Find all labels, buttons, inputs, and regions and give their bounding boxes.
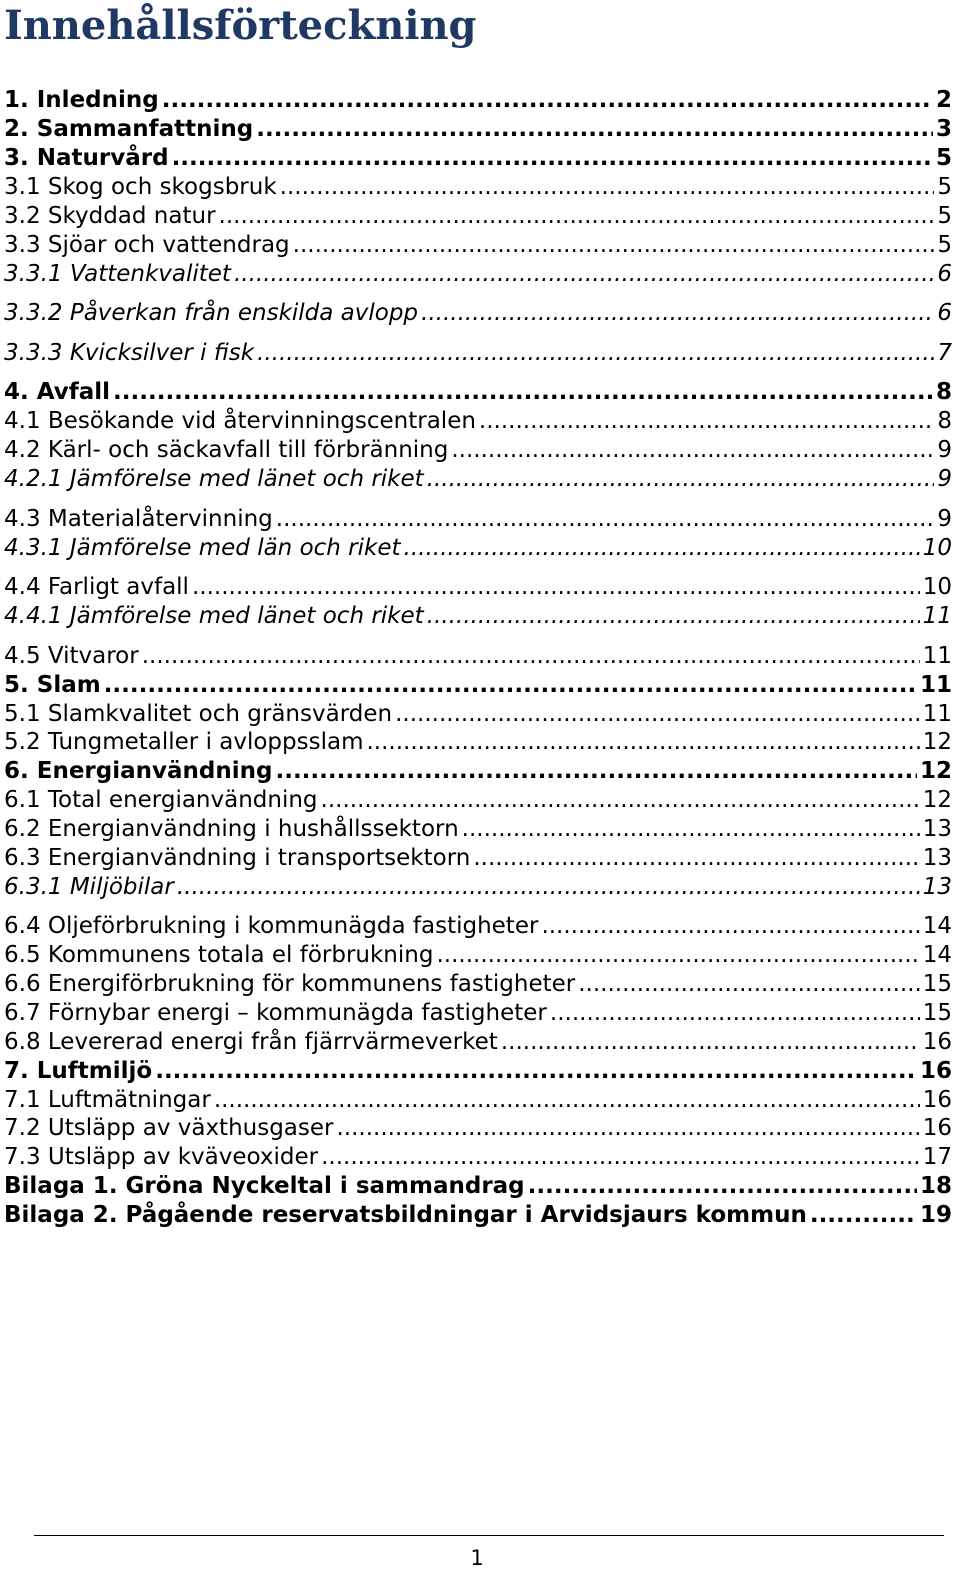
toc-entry-page: 5 [937, 203, 952, 229]
toc-entry-label: 3. Naturvård [4, 145, 169, 171]
toc-entry[interactable] [4, 260, 952, 288]
toc-entry-label: 7.2 Utsläpp av växthusgaser [4, 1115, 334, 1141]
toc-entry-page: 5 [937, 232, 952, 258]
toc-entry[interactable] [4, 671, 952, 699]
toc-entry-label: 7.3 Utsläpp av kväveoxider [4, 1144, 319, 1170]
toc-entry-label: 6.3 Energianvändning i transportsektorn [4, 845, 471, 871]
toc-entry-label: 4.3 Materialåtervinning [4, 506, 273, 532]
toc-entry[interactable] [4, 1028, 952, 1056]
toc-entry-label: 5. Slam [4, 672, 101, 698]
toc-entry[interactable] [4, 1172, 952, 1200]
toc-entry[interactable] [4, 1143, 952, 1171]
toc-entry-page: 9 [937, 437, 952, 463]
toc-leader-dots [275, 757, 917, 785]
toc-entry-label: 6.1 Total energianvändning [4, 787, 318, 813]
toc-entry-label: 3.2 Skyddad natur [4, 203, 216, 229]
toc-entry[interactable] [4, 728, 952, 756]
toc-entry[interactable] [4, 573, 952, 601]
toc-entry[interactable] [4, 1057, 952, 1085]
toc-entry-label: 4. Avfall [4, 379, 111, 405]
toc-entry[interactable] [4, 534, 952, 562]
toc-entry[interactable] [4, 299, 952, 327]
toc-entry-page: 6 [937, 300, 952, 326]
toc-entry-label: 1. Inledning [4, 87, 159, 113]
toc-leader-dots [177, 873, 920, 901]
toc-entry-page: 10 [922, 574, 952, 600]
toc-leader-dots [810, 1201, 917, 1229]
toc-leader-dots [321, 786, 920, 814]
toc-leader-dots [501, 1028, 920, 1056]
toc-entry[interactable] [4, 941, 952, 969]
toc-entry-page: 5 [937, 174, 952, 200]
toc-leader-dots [214, 1086, 920, 1114]
toc-leader-dots [421, 299, 934, 327]
toc-leader-dots [293, 231, 935, 259]
toc-entry[interactable] [4, 642, 952, 670]
toc-entry-page: 12 [922, 787, 952, 813]
toc-entry-page: 6 [937, 261, 952, 287]
toc-leader-dots [427, 602, 920, 630]
toc-entry-label: 4.2.1 Jämförelse med länet och riket [4, 466, 424, 492]
toc-leader-dots [473, 844, 919, 872]
toc-entry-label: 6.5 Kommunens totala el förbrukning [4, 942, 434, 968]
toc-entry[interactable] [4, 912, 952, 940]
toc-entry-label: 3.3 Sjöar och vattendrag [4, 232, 290, 258]
toc-entry[interactable] [4, 786, 952, 814]
toc-entry[interactable] [4, 202, 952, 230]
toc-entry-page: 13 [922, 874, 952, 900]
toc-entry[interactable] [4, 1201, 952, 1229]
toc-entry-label: 4.3.1 Jämförelse med län och riket [4, 535, 401, 561]
toc-leader-dots [528, 1172, 917, 1200]
toc-leader-dots [155, 1057, 917, 1085]
toc-entry-label: Bilaga 1. Gröna Nyckeltal i sammandrag [4, 1173, 525, 1199]
toc-entry-page: 16 [919, 1058, 952, 1084]
toc-entry-page: 13 [922, 845, 952, 871]
toc-entry[interactable] [4, 436, 952, 464]
toc-entry[interactable] [4, 407, 952, 435]
page-number: 1 [470, 1546, 484, 1570]
toc-leader-dots [104, 671, 917, 699]
toc-leader-dots [427, 465, 935, 493]
toc-leader-dots [219, 202, 935, 230]
toc-entry[interactable] [4, 844, 952, 872]
toc-entry-page: 11 [922, 603, 952, 629]
toc-leader-dots [257, 339, 934, 367]
toc-leader-dots [192, 573, 920, 601]
toc-leader-dots [234, 260, 934, 288]
toc-entry[interactable] [4, 999, 952, 1027]
toc-leader-dots [479, 407, 934, 435]
toc-entry-page: 10 [922, 535, 952, 561]
toc-entry-page: 16 [922, 1115, 952, 1141]
toc-entry-page: 2 [935, 87, 952, 113]
toc-entry-label: 6.3.1 Miljöbilar [4, 874, 174, 900]
toc-entry-label: 4.1 Besökande vid återvinningscentralen [4, 408, 476, 434]
toc-entry-label: 6.8 Levererad energi från fjärrvärmeverket [4, 1029, 498, 1055]
toc-leader-dots [578, 970, 919, 998]
toc-entry-page: 11 [919, 672, 952, 698]
toc-entry-label: 6. Energianvändning [4, 758, 273, 784]
toc-entry[interactable] [4, 144, 952, 172]
toc-entry-label: 6.7 Förnybar energi – kommunägda fastigheter [4, 1000, 547, 1026]
toc-entry[interactable] [4, 378, 952, 406]
footer-divider [34, 1535, 944, 1536]
toc-entry[interactable] [4, 1086, 952, 1114]
toc-entry[interactable] [4, 815, 952, 843]
toc-entry-label: 6.4 Oljeförbrukning i kommunägda fastigheter [4, 913, 539, 939]
toc-entry-label: 3.3.2 Påverkan från enskilda avlopp [4, 300, 419, 326]
page-title: Innehållsförteckning [4, 2, 477, 49]
toc-entry[interactable] [4, 86, 952, 114]
toc-entry[interactable] [4, 1114, 952, 1142]
toc-entry[interactable] [4, 602, 952, 630]
toc-leader-dots [367, 728, 920, 756]
toc-entry-label: 4.2 Kärl- och säckavfall till förbränning [4, 437, 449, 463]
toc-entry-label: 2. Sammanfattning [4, 116, 254, 142]
toc-entry[interactable] [4, 173, 952, 201]
toc-entry-label: 4.4 Farligt avfall [4, 574, 189, 600]
toc-entry-page: 8 [937, 408, 952, 434]
toc-entry-label: 4.5 Vitvaror [4, 643, 139, 669]
toc-entry[interactable] [4, 700, 952, 728]
toc-entry-page: 11 [922, 701, 952, 727]
toc-entry-label: 6.2 Energianvändning i hushållssektorn [4, 816, 459, 842]
toc-entry-page: 16 [922, 1029, 952, 1055]
toc-entry-page: 5 [935, 145, 952, 171]
toc-entry-page: 13 [922, 816, 952, 842]
toc-entry-label: Bilaga 2. Pågående reservatsbildningar i Arvidsjaurs kommun [4, 1202, 807, 1228]
toc-entry-page: 14 [922, 942, 952, 968]
toc-entry[interactable] [4, 339, 952, 367]
toc-entry-page: 14 [922, 913, 952, 939]
toc-leader-dots [404, 534, 920, 562]
toc-leader-dots [256, 115, 933, 143]
toc-leader-dots [337, 1114, 920, 1142]
toc-entry-label: 3.3.1 Vattenkvalitet [4, 261, 231, 287]
toc-entry-label: 7. Luftmiljö [4, 1058, 153, 1084]
toc-entry-page: 15 [922, 971, 952, 997]
toc-entry-page: 12 [919, 758, 952, 784]
toc-entry-page: 3 [935, 116, 952, 142]
toc-leader-dots [280, 173, 935, 201]
toc-leader-dots [436, 941, 919, 969]
toc-entry[interactable] [4, 970, 952, 998]
toc-entry-label: 7.1 Luftmätningar [4, 1087, 211, 1113]
toc-leader-dots [451, 436, 934, 464]
toc-entry-page: 7 [937, 340, 952, 366]
toc-leader-dots [550, 999, 920, 1027]
toc-entry-page: 18 [919, 1173, 952, 1199]
toc-entry[interactable] [4, 873, 952, 901]
toc-entry-label: 6.6 Energiförbrukning för kommunens fastigheter [4, 971, 576, 997]
toc-entry-page: 8 [935, 379, 952, 405]
toc-entry[interactable] [4, 231, 952, 259]
toc-entry-label: 5.2 Tungmetaller i avloppsslam [4, 729, 364, 755]
toc-leader-dots [162, 86, 933, 114]
toc-entry-page: 12 [922, 729, 952, 755]
toc-entry[interactable] [4, 465, 952, 493]
toc-entry-page: 9 [937, 506, 952, 532]
toc-entry[interactable] [4, 505, 952, 533]
toc-entry-page: 15 [922, 1000, 952, 1026]
toc-entry-page: 11 [922, 643, 952, 669]
toc-leader-dots [172, 144, 933, 172]
toc-entry-label: 4.4.1 Jämförelse med länet och riket [4, 603, 424, 629]
toc-leader-dots [113, 378, 933, 406]
toc-entry[interactable] [4, 115, 952, 143]
toc-entry-label: 3.3.3 Kvicksilver i fisk [4, 340, 255, 366]
toc-entry[interactable] [4, 757, 952, 785]
toc-leader-dots [321, 1143, 920, 1171]
toc-entry-page: 19 [919, 1202, 952, 1228]
toc-entry-label: 5.1 Slamkvalitet och gränsvärden [4, 701, 393, 727]
toc-entry-page: 16 [922, 1087, 952, 1113]
toc-entry-page: 9 [937, 466, 952, 492]
toc-leader-dots [142, 642, 920, 670]
toc-leader-dots [276, 505, 935, 533]
toc-leader-dots [541, 912, 919, 940]
toc-entry-label: 3.1 Skog och skogsbruk [4, 174, 277, 200]
toc-leader-dots [395, 700, 920, 728]
toc-entry-page: 17 [922, 1144, 952, 1170]
toc-leader-dots [462, 815, 920, 843]
